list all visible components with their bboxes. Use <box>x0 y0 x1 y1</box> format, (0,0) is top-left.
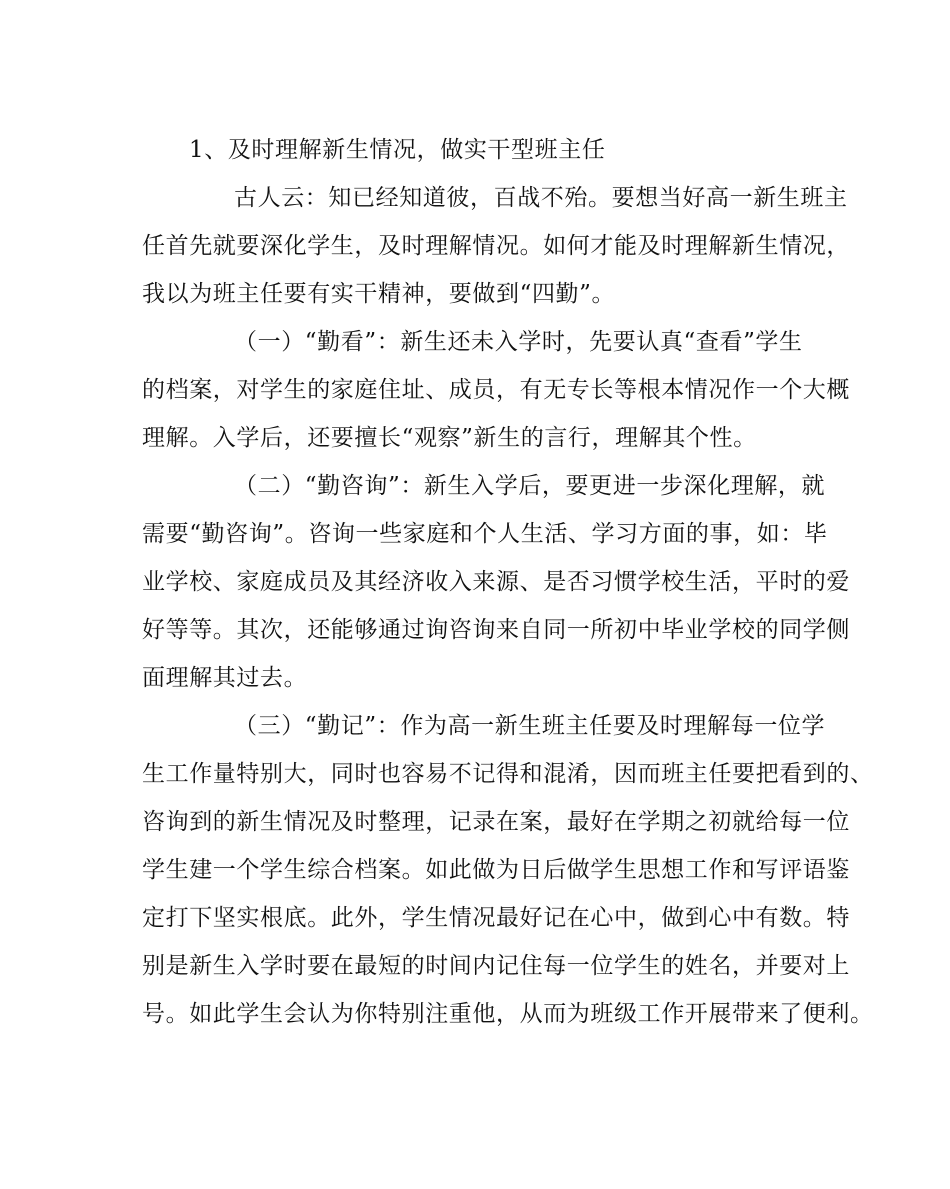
paragraph-line: 我以为班主任要有实干精神，要做到“四勤”。 <box>142 281 616 307</box>
paragraph-line: 的档案，对学生的家庭住址、成员，有无专长等根本情况作一个大概 <box>142 377 850 403</box>
paragraph-line: 任首先就要深化学生，及时理解情况。如何才能及时理解新生情况， <box>142 233 850 259</box>
paragraph-line: 学生建一个学生综合档案。如此做为日后做学生思想工作和写评语鉴 <box>142 857 850 883</box>
paragraph-line: （一）“勤看”：新生还未入学时，先要认真“查看”学生 <box>234 329 803 355</box>
paragraph-line: 业学校、家庭成员及其经济收入来源、是否习惯学校生活，平时的爱 <box>142 569 850 595</box>
paragraph-line: 咨询到的新生情况及时整理，记录在案，最好在学期之初就给每一位 <box>142 809 850 835</box>
paragraph-line: 理解。入学后，还要擅长“观察”新生的言行，理解其个性。 <box>142 425 757 451</box>
paragraph-line: 生工作量特别大，同时也容易不记得和混淆，因而班主任要把看到的、 <box>142 761 874 787</box>
paragraph-line: 需要“勤咨询”。咨询一些家庭和个人生活、学习方面的事，如：毕 <box>142 521 828 547</box>
paragraph-line: 定打下坚实根底。此外，学生情况最好记在心中，做到心中有数。特 <box>142 905 850 931</box>
paragraph-line: 古人云：知已经知道彼，百战不殆。要想当好高一新生班主 <box>234 185 848 211</box>
paragraph-line: （三）“勤记”：作为高一新生班主任要及时理解每一位学 <box>234 713 826 739</box>
paragraph-line: 别是新生入学时要在最短的时间内记住每一位学生的姓名，并要对上 <box>142 953 850 979</box>
paragraph-line: 号。如此学生会认为你特别注重他，从而为班级工作开展带来了便利。 <box>142 1001 874 1027</box>
heading-line: 1、及时理解新生情况，做实干型班主任 <box>189 137 606 163</box>
paragraph-line: 面理解其过去。 <box>142 665 308 691</box>
paragraph-line: 好等等。其次，还能够通过询咨询来自同一所初中毕业学校的同学侧 <box>142 617 850 643</box>
paragraph-line: （二）“勤咨询”：新生入学后，要更进一步深化理解，就 <box>234 473 826 499</box>
